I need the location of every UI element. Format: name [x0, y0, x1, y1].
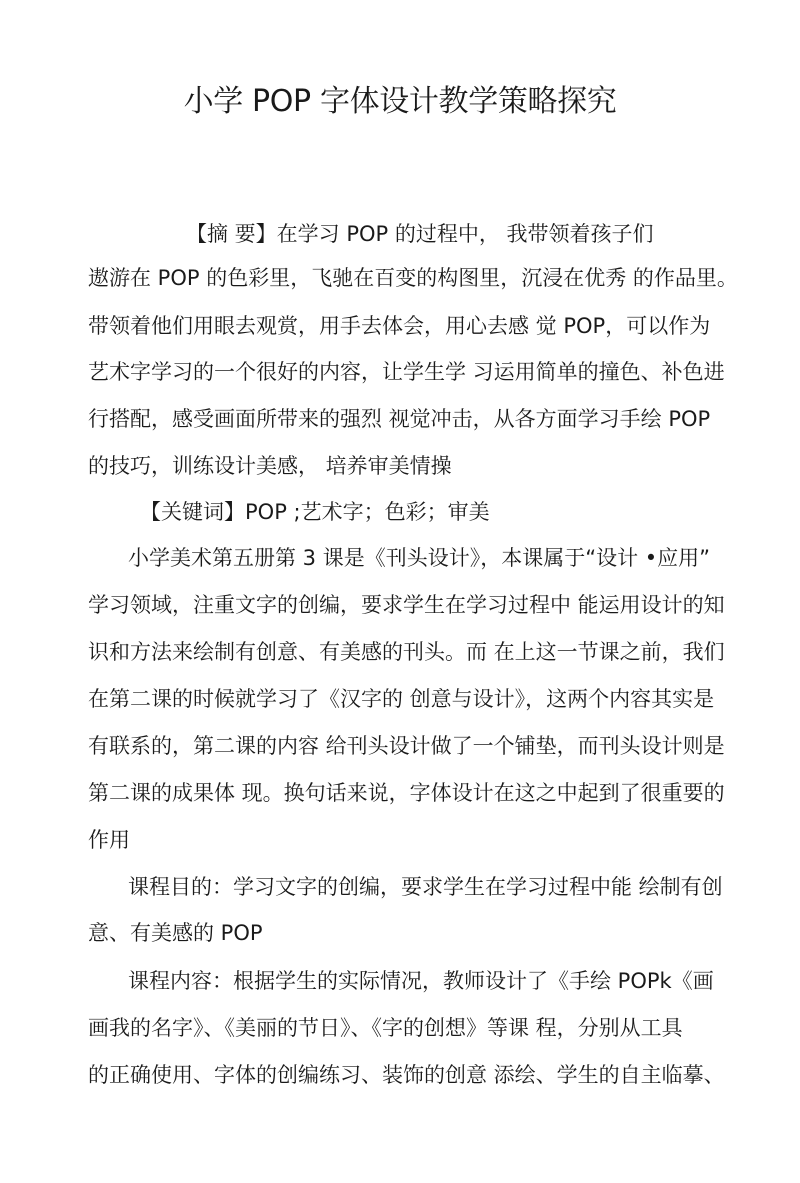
- paragraph-line: 在第二课的时候就学习了《汉字的 创意与设计》，这两个内容其实是: [88, 687, 715, 711]
- paragraph-line: 作用: [88, 828, 130, 852]
- paragraph-line: 有联系的，第二课的内容 给刊头设计做了一个铺垫，而刊头设计则是: [88, 734, 725, 758]
- paragraph-line: 小学美术第五册第 3 课是《刊头设计》，本课属于“设计 •应用”: [128, 546, 711, 570]
- page-title: 小学 POP 字体设计教学策略探究: [183, 84, 617, 119]
- paragraph-line: 画我的名字》、《美丽的节日》、《字的创想》等课 程，分别从工具: [88, 1016, 683, 1040]
- paragraph-line: 学习领域，注重文字的创编，要求学生在学习过程中 能运用设计的知: [88, 593, 725, 617]
- abstract-line: 遨游在 POP 的色彩里，飞驰在百变的构图里，沉浸在优秀 的作品里。: [88, 266, 738, 290]
- keywords-line: 【关键词】POP ;艺术字；色彩；审美: [140, 500, 490, 524]
- paragraph-line: 意、有美感的 POP: [88, 921, 263, 945]
- abstract-line: 行搭配，感受画面所带来的强烈 视觉冲击，从各方面学习手绘 POP: [88, 407, 711, 431]
- paragraph-line: 识和方法来绘制有创意、有美感的刊头。而 在上这一节课之前，我们: [88, 640, 725, 664]
- abstract-line: 的技巧，训练设计美感， 培养审美情操: [88, 454, 452, 478]
- abstract-line: 艺术字学习的一个很好的内容，让学生学 习运用简单的撞色、补色进: [88, 360, 725, 384]
- paragraph-line: 课程目的：学习文字的创编，要求学生在学习过程中能 绘制有创: [128, 875, 723, 899]
- abstract-line: 【摘 要】在学习 POP 的过程中， 我带领着孩子们: [186, 222, 654, 246]
- abstract-line: 带领着他们用眼去观赏，用手去体会，用心去感 觉 POP，可以作为: [88, 314, 711, 338]
- paragraph-line: 第二课的成果体 现。换句话来说，字体设计在这之中起到了很重要的: [88, 781, 725, 805]
- paragraph-line: 课程内容：根据学生的实际情况，教师设计了《手绘 POPk《画: [128, 969, 714, 993]
- paragraph-line: 的正确使用、字体的创编练习、装饰的创意 添绘、学生的自主临摹、: [88, 1063, 725, 1087]
